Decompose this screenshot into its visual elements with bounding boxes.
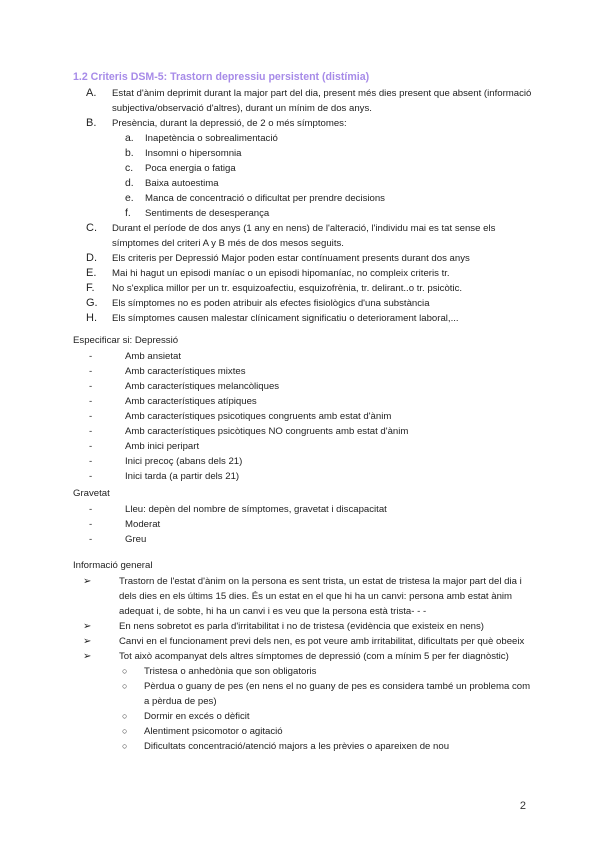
symptom-item [73, 206, 533, 221]
info-text: Trastorn de l'estat d'ànim on la persona es sent trista, un estat de tristesa la major part del dia i dels dies en els últims 15 dies. És un estat en el que hi ha un canvi: persona amb estat ànim adequat i, de sobte, hi ha un canvi i es veu que la persona està trista- - - [119, 576, 522, 617]
specifier-heading: Especificar si: Depressió [73, 335, 179, 346]
severity-text: Lleu: depèn del nombre de símptomes, gravetat i discapacitat [125, 504, 387, 515]
criterion-text: Els criteris per Depressió Major poden estar contínuament presents durant dos anys [112, 253, 470, 264]
circle-bullet-icon: ○ [122, 741, 128, 751]
criterion-text: Els símptomes causen malestar clínicament significatiu o deteriorament laboral,... [112, 313, 459, 324]
circle-bullet-icon: ○ [122, 711, 128, 721]
criterion-text: Mai hi hagut un episodi maníac o un episodi hipomaníac, no compleix criteris tr. [112, 268, 450, 279]
arrow-bullet-icon: ➢ [83, 621, 92, 632]
criterion-marker: G. [86, 297, 98, 309]
criterion-d [73, 251, 533, 266]
criterion-c [73, 221, 533, 251]
criterion-h [73, 311, 533, 326]
severity-text: Moderat [125, 519, 161, 530]
severity-text: Greu [125, 534, 147, 545]
criteria-list [73, 86, 533, 326]
criterion-marker: B. [86, 117, 97, 129]
symptom-marker: a. [125, 133, 134, 144]
dash-bullet: - [89, 351, 93, 362]
symptom-item [73, 191, 533, 206]
specifier-item [73, 364, 533, 379]
symptom-subitem-text: Dificultats concentració/atenció majors a les prèvies o apareixen de nou [144, 741, 450, 752]
symptom-marker: c. [125, 163, 134, 174]
criterion-text: Durant el període de dos anys (1 any en nens) de l'alteració, l'individu mai es tat sense els símptomes del criteri A y B més de dos mesos seguits. [112, 223, 496, 249]
dash-bullet: - [89, 519, 93, 530]
symptom-text: Sentiments de desesperança [145, 208, 270, 219]
symptom-subitem [73, 679, 533, 709]
symptom-marker: e. [125, 193, 134, 204]
criterion-a [73, 86, 533, 116]
arrow-bullet-icon: ➢ [83, 576, 92, 587]
symptom-subitem-text: Alentiment psicomotor o agitació [144, 726, 283, 737]
general-info-section [73, 558, 533, 754]
dash-bullet: - [89, 441, 93, 452]
symptom-item [73, 161, 533, 176]
symptom-subitem [73, 724, 533, 739]
specifier-text: Inici tarda (a partir dels 21) [125, 471, 240, 482]
criterion-marker: A. [86, 87, 97, 99]
criterion-e [73, 266, 533, 281]
dash-bullet: - [89, 471, 93, 482]
page-number: 2 [519, 800, 526, 812]
specifier-text: Amb característiques melancòliques [125, 381, 280, 392]
dash-bullet: - [89, 456, 93, 467]
specifier-item [73, 394, 533, 409]
specifier-section [73, 333, 533, 484]
info-item [73, 634, 533, 649]
specifier-item [73, 424, 533, 439]
dash-bullet: - [89, 504, 93, 515]
symptom-item [73, 131, 533, 146]
criterion-f [73, 281, 533, 296]
criterion-text: Els símptomes no es poden atribuir als efectes fisiològics d'una substància [112, 298, 430, 309]
severity-item [73, 517, 533, 532]
circle-bullet-icon: ○ [122, 681, 128, 691]
specifier-item [73, 349, 533, 364]
specifier-item [73, 439, 533, 454]
specifier-text: Amb característiques psicotiques congruents amb estat d'ànim [125, 411, 392, 422]
symptom-marker: d. [125, 178, 134, 189]
info-item [73, 619, 533, 634]
specifier-text: Amb característiques mixtes [125, 366, 246, 377]
severity-section [73, 486, 533, 547]
symptom-subitem [73, 709, 533, 724]
dash-bullet: - [89, 426, 93, 437]
criterion-marker: E. [86, 267, 97, 279]
symptom-item [73, 146, 533, 161]
criterion-b [73, 116, 533, 131]
dash-bullet: - [89, 411, 93, 422]
dash-bullet: - [89, 381, 93, 392]
symptom-text: Manca de concentració o dificultat per prendre decisions [145, 193, 385, 204]
severity-item [73, 502, 533, 517]
criterion-marker: C. [86, 222, 97, 234]
info-text: Tot això acompanyat dels altres símptomes de depressió (com a mínim 5 per fer diagnòstic) [119, 651, 509, 662]
criterion-marker: D. [86, 252, 97, 264]
symptom-text: Poca energia o fatiga [145, 163, 236, 174]
specifier-item [73, 379, 533, 394]
general-info-heading: Informació general [73, 560, 153, 571]
arrow-bullet-icon: ➢ [83, 636, 92, 647]
symptom-text: Baixa autoestima [145, 178, 219, 189]
dash-bullet: - [89, 396, 93, 407]
severity-item [73, 532, 533, 547]
symptom-subitem-text: Dormir en excés o dèficit [144, 711, 250, 722]
symptom-marker: b. [125, 148, 134, 159]
specifier-text: Inici precoç (abans dels 21) [125, 456, 243, 467]
symptom-marker: f. [125, 208, 131, 219]
specifier-item [73, 454, 533, 469]
criterion-text: Estat d'ànim deprimit durant la major part del dia, present més dies present que absent (informació subjectiva/observació d'altres), durant un mínim de dos anys. [112, 88, 532, 114]
dash-bullet: - [89, 534, 93, 545]
specifier-text: Amb característiques atípiques [125, 396, 257, 407]
criterion-g [73, 296, 533, 311]
symptom-text: Insomni o hipersomnia [145, 148, 242, 159]
criterion-marker: F. [86, 282, 95, 294]
specifier-text: Amb ansietat [125, 351, 181, 362]
symptom-subitem-text: Tristesa o anhedònia que son obligatoris [144, 666, 317, 677]
specifier-item [73, 469, 533, 484]
criterion-text: Presència, durant la depressió, de 2 o més símptomes: [112, 118, 347, 129]
info-item [73, 574, 533, 619]
dash-bullet: - [89, 366, 93, 377]
section-title: 1.2 Criteris DSM-5: Trastorn depressiu persistent (distímia) [73, 71, 370, 83]
info-text: Canvi en el funcionament previ dels nen, es pot veure amb irritabilitat, dificultats per què obeeix [119, 636, 525, 647]
criterion-text: No s'explica millor per un tr. esquizoafectiu, esquizofrènia, tr. delirant..o tr. psicòtic. [112, 283, 463, 294]
info-item [73, 649, 533, 664]
info-text: En nens sobretot es parla d'irritabilitat i no de tristesa (evidència que existeix en nens) [119, 621, 484, 632]
arrow-bullet-icon: ➢ [83, 651, 92, 662]
circle-bullet-icon: ○ [122, 666, 128, 676]
specifier-text: Amb inici peripart [125, 441, 200, 452]
specifier-text: Amb característiques psicòtiques NO congruents amb estat d'ànim [125, 426, 409, 437]
criterion-marker: H. [86, 312, 97, 324]
symptom-subitem [73, 664, 533, 679]
symptom-item [73, 176, 533, 191]
symptom-text: Inapetència o sobrealimentació [145, 133, 278, 144]
symptom-subitem [73, 739, 533, 754]
circle-bullet-icon: ○ [122, 726, 128, 736]
symptom-subitem-text: Pèrdua o guany de pes (en nens el no guany de pes es considera també un problema com a pèrdua de pes) [144, 681, 531, 707]
specifier-item [73, 409, 533, 424]
severity-heading: Gravetat [73, 488, 110, 499]
